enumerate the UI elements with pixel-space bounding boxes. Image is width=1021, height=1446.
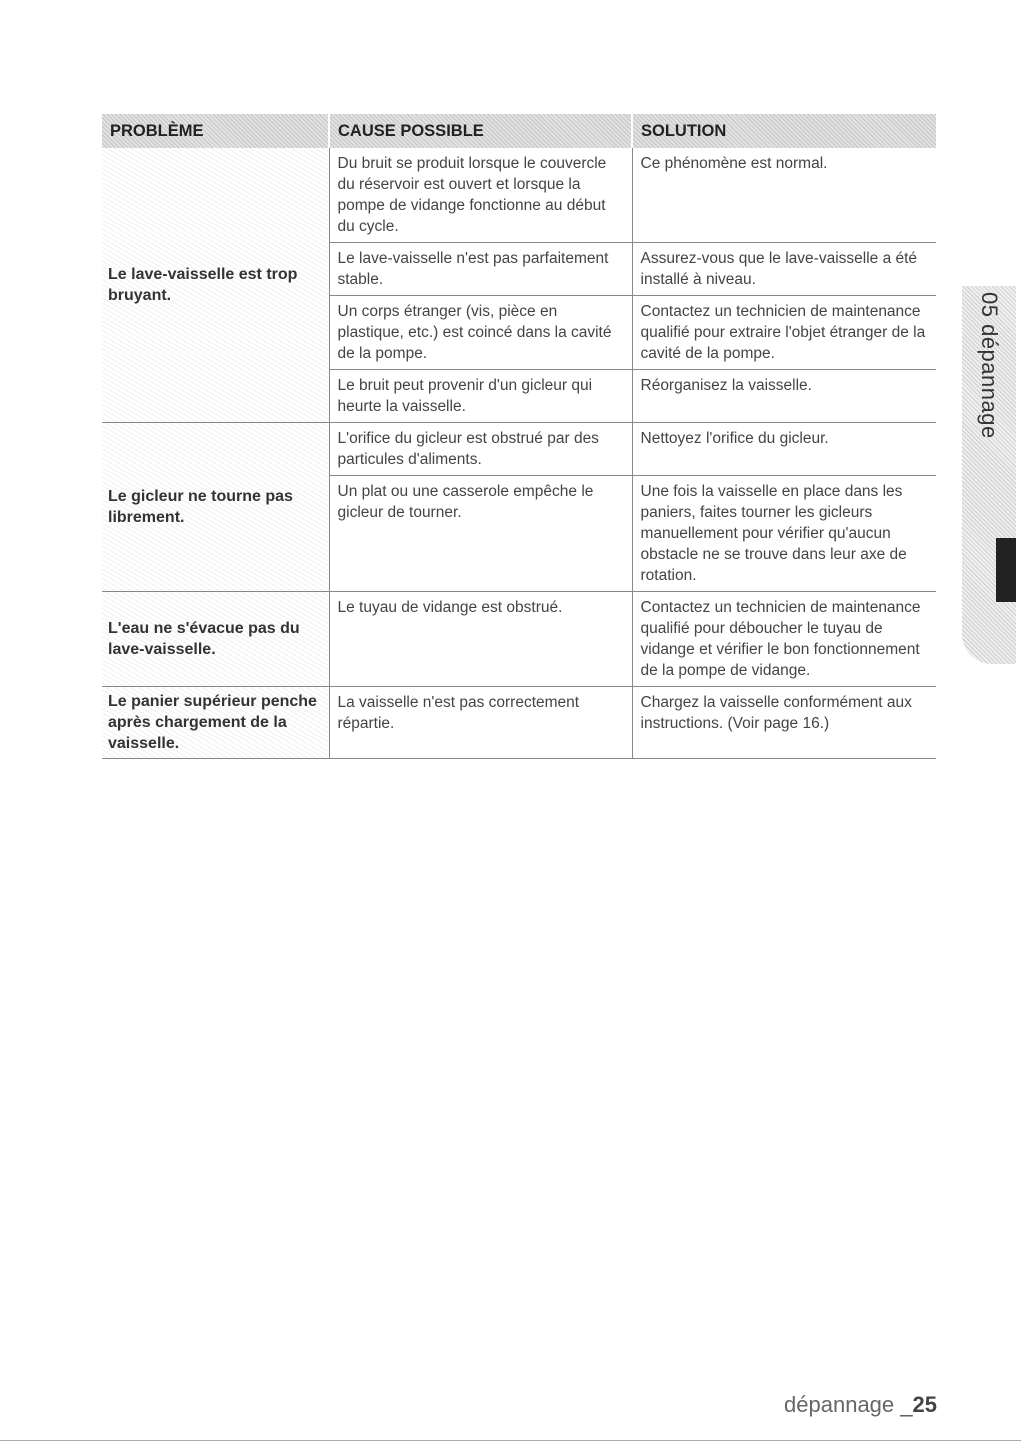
header-problem: PROBLÈME: [102, 114, 329, 148]
footer-separator: _: [894, 1392, 913, 1417]
solution-cell: Chargez la vaisselle conformément aux instructions. (Voir page 16.): [632, 687, 936, 759]
problem-cell: L'eau ne s'évacue pas du lave-vaisselle.: [102, 592, 329, 687]
cause-cell: Un plat ou une casserole empêche le gicleur de tourner.: [329, 476, 632, 592]
table-row: [102, 148, 936, 243]
cause-cell: L'orifice du gicleur est obstrué par des particules d'aliments.: [329, 423, 632, 476]
solution-cell: Une fois la vaisselle en place dans les paniers, faites tourner les gicleurs manuellement pour vérifier qu'aucun obstacle ne se trouve dans leur axe de rotation.: [632, 476, 936, 592]
cause-cell: Le tuyau de vidange est obstrué.: [329, 592, 632, 687]
chapter-marker: [996, 538, 1016, 602]
cause-cell: La vaisselle n'est pas correctement répartie.: [329, 687, 632, 759]
troubleshooting-table-container: [102, 114, 936, 759]
chapter-side-tab: [962, 286, 1016, 664]
header-cause: CAUSE POSSIBLE: [329, 114, 632, 148]
problem-cell: Le gicleur ne tourne pas librement.: [102, 423, 329, 592]
footer-section: dépannage: [784, 1392, 895, 1417]
solution-cell: Nettoyez l'orifice du gicleur.: [632, 423, 936, 476]
solution-cell: Ce phénomène est normal.: [632, 148, 936, 243]
header-solution: SOLUTION: [632, 114, 936, 148]
troubleshooting-table: [102, 114, 936, 759]
page-number: 25: [912, 1392, 937, 1417]
table-body: [102, 148, 936, 759]
problem-cell: Le panier supérieur penche après chargement de la vaisselle.: [102, 687, 329, 759]
solution-cell: Assurez-vous que le lave-vaisselle a été installé à niveau.: [632, 243, 936, 296]
bottom-rule: [0, 1440, 1021, 1441]
cause-cell: Le lave-vaisselle n'est pas parfaitement stable.: [329, 243, 632, 296]
chapter-label: 05 dépannage: [977, 292, 1002, 439]
table-row: [102, 592, 936, 687]
table-row: [102, 687, 936, 759]
cause-cell: Du bruit se produit lorsque le couvercle du réservoir est ouvert et lorsque la pompe de vidange fonctionne au début du cycle.: [329, 148, 632, 243]
problem-cell: Le lave-vaisselle est trop bruyant.: [102, 148, 329, 423]
solution-cell: Réorganisez la vaisselle.: [632, 370, 936, 423]
page-footer: [784, 1392, 937, 1418]
table-header: [102, 114, 936, 148]
cause-cell: Un corps étranger (vis, pièce en plastique, etc.) est coincé dans la cavité de la pompe.: [329, 296, 632, 370]
cause-cell: Le bruit peut provenir d'un gicleur qui heurte la vaisselle.: [329, 370, 632, 423]
solution-cell: Contactez un technicien de maintenance qualifié pour extraire l'objet étranger de la cavité de la pompe.: [632, 296, 936, 370]
solution-cell: Contactez un technicien de maintenance qualifié pour déboucher le tuyau de vidange et vérifier le bon fonctionnement de la pompe de vidange.: [632, 592, 936, 687]
table-row: [102, 423, 936, 476]
